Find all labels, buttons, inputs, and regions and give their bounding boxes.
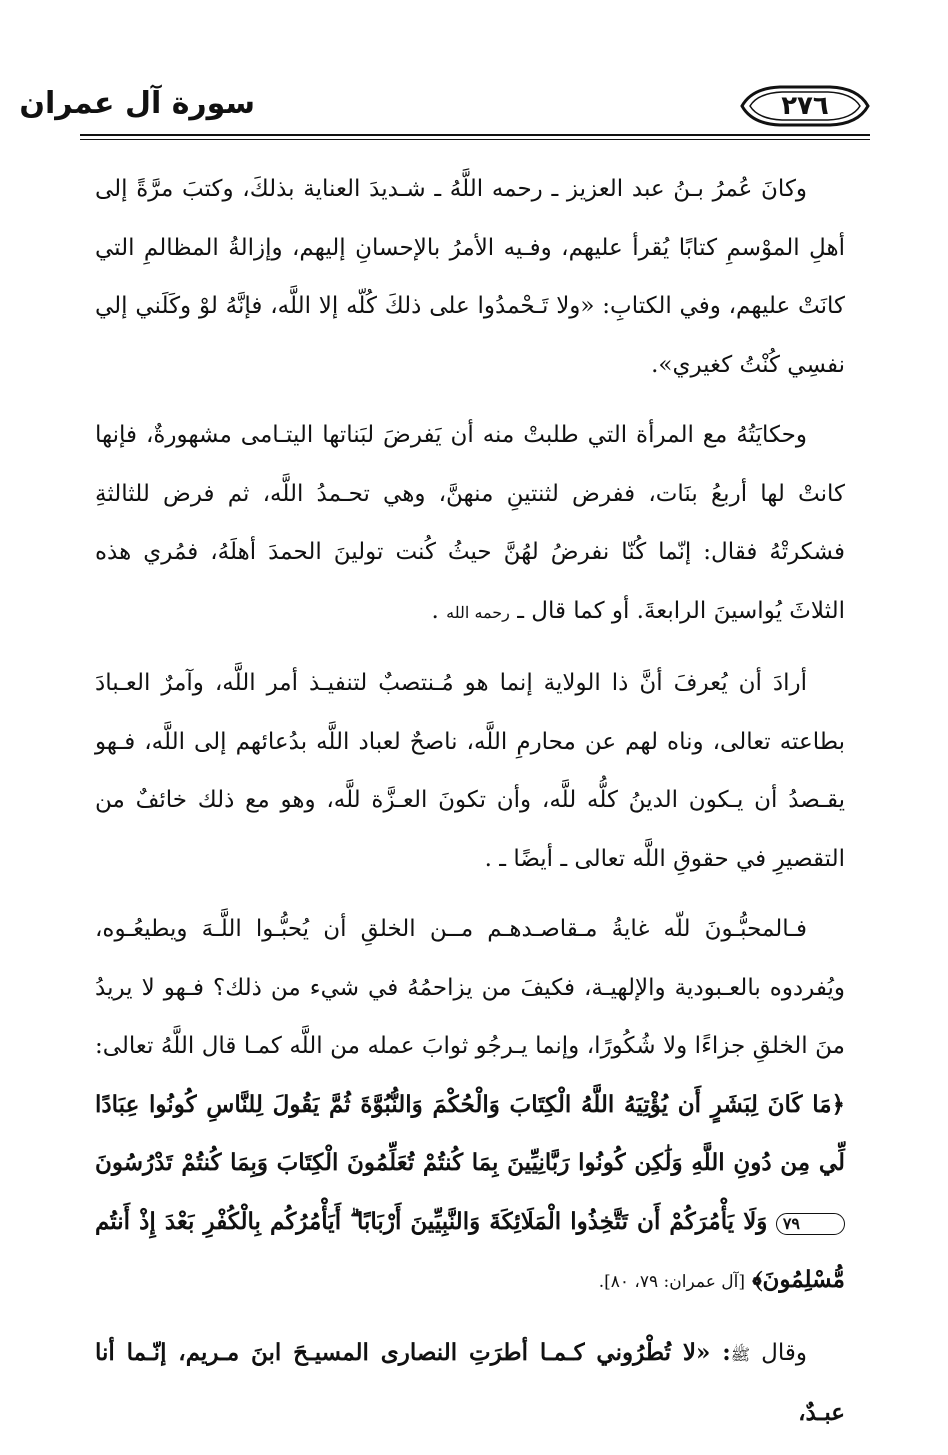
page-number: ٢٧٦	[781, 91, 829, 121]
paragraph-3: أرادَ أن يُعرفَ أنَّ ذا الولاية إنما هو مُـنتصبٌ لتنفيـذ أمر اللَّه، وآمرٌ العـبادَ بطاعته تعالى، وناه لهم عن محارمِ اللَّه، ناصحٌ لعباد اللَّه بدُعائهم إلى اللَّه، فـهو يقـصدُ أن يـكون الدينُ كلُّه للَّه، وأن تكونَ العـزَّة للَّه، وهو مع ذلك خائفٌ من التقصيرِ في حقوقِ اللَّه تعالى ـ أيضًا ـ .	[95, 670, 845, 872]
quran-verse-80: وَلَا يَأْمُرَكُمْ أَن تَتَّخِذُوا الْمَلَائِكَةَ وَالنَّبِيِّينَ أَرْبَابًا ۗ أَيَأْمُرُكُم بِالْكُفْرِ بَعْدَ إِذْ أَنتُم مُّسْلِمُونَ﴾	[95, 1207, 845, 1293]
page-number-badge	[740, 84, 870, 128]
paragraph-2-text: وحكايَتُهُ مع المرأة التي طلبتْ منه أن يَفرضَ لبَناتها اليتـامى مشهورةٌ، فإنها كانتْ لها أربعُ بنَات، ففرض لثنتينِ منهنَّ، وهي تحـمدُ اللَّه، ثم فرض للثالثةِ فشكرتْهُ فقال: إنّما كُنّا نفرضُ لهُنَّ حيثُ كُنت تولينَ الحمدَ أهلَهُ، فمُري هذه الثلاثَ يُواسينَ الرابعةَ. أو كما قال ـ	[95, 422, 845, 624]
ayah-number-79: ٧٩	[776, 1213, 845, 1235]
salawat-mark: ﷺ	[730, 1344, 751, 1364]
header-rule	[80, 134, 870, 140]
paragraph-4	[95, 900, 845, 1312]
paragraph-4-intro: فـالمحبُّـونَ للّه غايةُ مـقاصـدهـم مــن الخلقِ أن يُحبُّـوا اللَّـهَ ويطيعُـوه، ويُفردوه بالعـبودية والإلهيـة، فكيفَ من يزاحمُهُ في شيء من ذلك؟ فـهو لا يريدُ منَ الخلقِ جزاءًا ولا شُكُورًا، وإنما يـرجُو ثوابَ عمله من اللَّه كمـا قال اللَّهُ تعالى:	[95, 916, 845, 1059]
paragraph-5-intro: وقال	[761, 1339, 807, 1366]
paragraph-1: وكانَ عُمرُ بـنُ عبد العزيز ـ رحمه اللَّهُ ـ شـديدَ العناية بذلكَ، وكتبَ مرَّةً إلى أهلِ الموْسمِ كتابًا يُقرأ عليهم، وفـيه الأمرُ بالإحسانِ إليهم، وإزالةُ المظالمِ التي كانَتْ عليهم، وفي الكتابِ: «ولا تَـحْمدُوا على ذلكَ كُلّه إلا اللَّه، فإنَّهُ لوْ وكَلَني إلي نفسِي كُنْتُ كغيري».	[95, 176, 845, 378]
page-body	[95, 160, 845, 1455]
honorific-mark: رحمه الله	[446, 602, 510, 622]
verse-citation: [آل عمران: ٧٩، ٨٠].	[598, 1272, 745, 1292]
paragraph-2-end: .	[431, 597, 439, 624]
paragraph-5	[95, 1324, 845, 1443]
quran-verse-79: ﴿مَا كَانَ لِبَشَرٍ أَن يُؤْتِيَهُ اللَّهُ الْكِتَابَ وَالْحُكْمَ وَالنُّبُوَّةَ ثُمَّ يَقُولَ لِلنَّاسِ كُونُوا عِبَادًا لِّي مِن دُونِ اللَّهِ وَلَٰكِن كُونُوا رَبَّانِيِّينَ بِمَا كُنتُمْ تُعَلِّمُونَ الْكِتَابَ وَبِمَا كُنتُمْ تَدْرُسُونَ	[95, 1090, 845, 1176]
surah-title: سورة آل عمران	[19, 86, 255, 121]
hadith-quote: : «لا تُطْرُوني كـمـا أطرَتِ النصارى المسيـحَ ابنَ مـريم، إنّـما أنا عبـدٌ،	[95, 1338, 845, 1426]
page-header	[19, 80, 870, 140]
paragraph-2	[95, 406, 845, 642]
